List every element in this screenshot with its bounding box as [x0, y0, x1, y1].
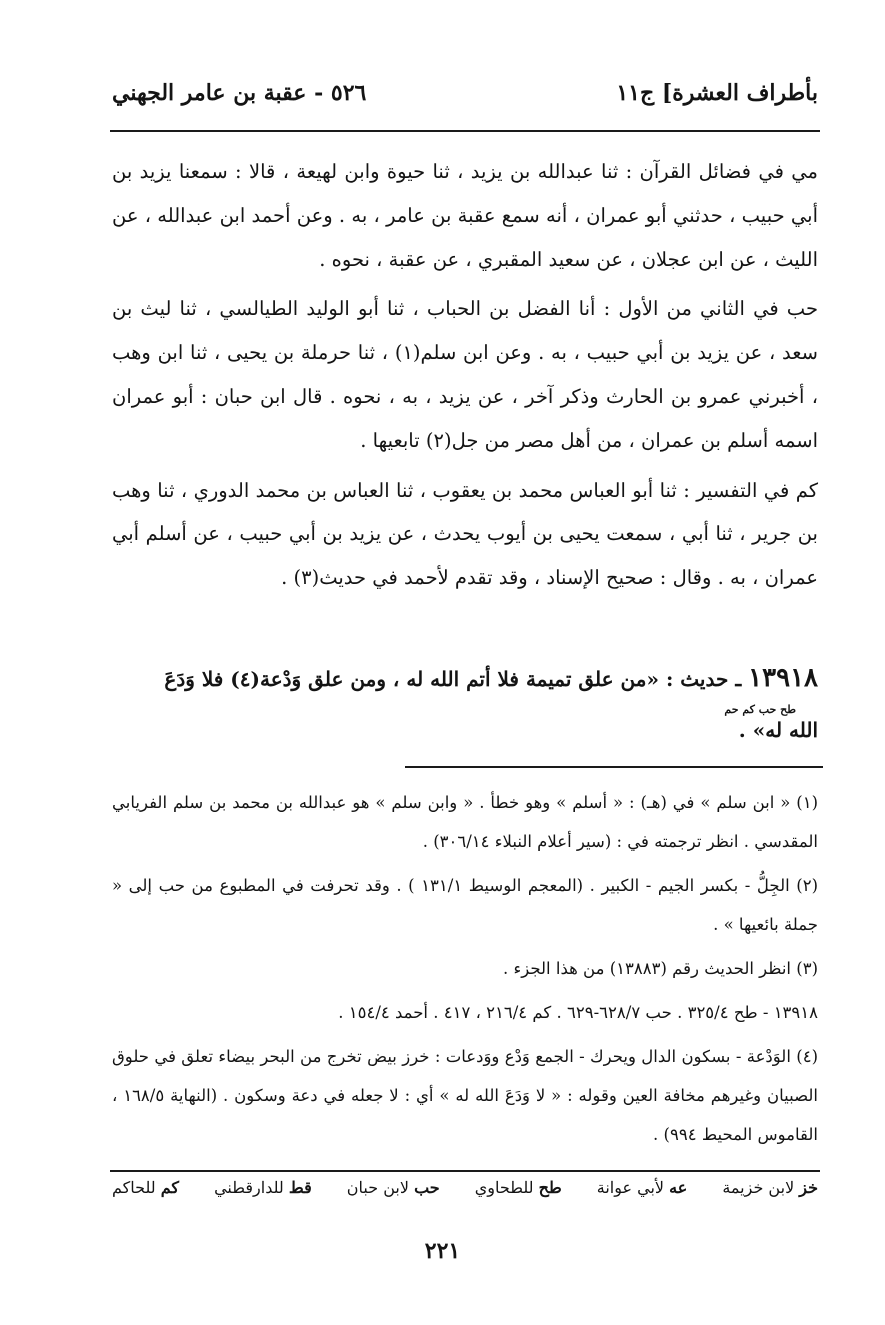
abbreviation-legend: [112, 1178, 818, 1214]
header-section-title: ٥٢٦ - عقبة بن عامر الجهني: [112, 80, 367, 106]
legend-abbr: قط: [288, 1178, 312, 1197]
legend-abbr: عه: [669, 1178, 688, 1197]
legend-abbr: كم: [160, 1178, 180, 1197]
hadith-number: ١٣٩١٨: [748, 663, 818, 693]
page-number: ٢٢١: [424, 1238, 461, 1264]
footnotes: [112, 783, 818, 1159]
legend-item: [597, 1178, 688, 1214]
hadith-label: حديث: [680, 667, 729, 691]
legend-item: [112, 1178, 179, 1214]
legend-item: [214, 1178, 312, 1214]
legend-item: [722, 1178, 818, 1214]
header-rule: [110, 130, 820, 132]
hadith-source-symbols: طح حب كم حم: [724, 703, 796, 716]
hadith-text: : «من علق تميمة فلا أتم الله له ، ومن علق وَدْعة(٤) فلا وَدَعَ: [164, 667, 681, 691]
paragraph-hakim: كم في التفسير : ثنا أبو العباس محمد بن يعقوب ، ثنا العباس بن محمد الدوري ، ثنا وهب بن جرير ، ثنا أبي ، سمعت يحيى بن أيوب يحدث ، عن يزيد بن أبي حبيب ، عن أسلم أبي عمران ، به . وقال : صحيح الإسناد ، وقد تقدم لأحمد في حديث(٣) .: [112, 478, 818, 590]
legend-name: للحاكم: [112, 1178, 156, 1197]
hadith-line: [112, 664, 818, 693]
running-header: [112, 80, 818, 120]
footnote-2: (٢) الجِلُّ - بكسر الجيم - الكبير . (المعجم الوسيط ١٣١/١ ) . وقد تحرفت في المطبوع من حب إلى « جملة بائعيها » .: [112, 876, 818, 934]
legend-name: لابن حبان: [346, 1178, 409, 1197]
legend-name: لأبي عوانة: [596, 1178, 665, 1197]
legend-name: للدارقطني: [214, 1178, 284, 1197]
footnote-1: (١) « ابن سلم » في (هـ) : « أسلم » وهو خطأ . « وابن سلم » هو عبدالله بن محمد بن سلم الفريابي المقدسي . انظر ترجمته في : (سير أعلام النبلاء ٣٠٦/١٤) .: [112, 793, 818, 851]
legend-rule: [110, 1170, 820, 1172]
main-text: [112, 150, 818, 606]
legend-name: للطحاوي: [474, 1178, 534, 1197]
hadith-entry: [112, 663, 818, 742]
legend-name: لابن خزيمة: [722, 1178, 795, 1197]
paragraph-darimi: مي في فضائل القرآن : ثنا عبدالله بن يزيد ، ثنا حيوة وابن لهيعة ، قالا : سمعنا يزيد بن أبي حبيب ، حدثني أبو عمران ، أنه سمع عقبة بن عامر ، به . وعن أحمد ابن عبدالله ، عن الليث ، عن ابن عجلان ، عن سعيد المقبري ، عن عقبة ، نحوه .: [112, 160, 818, 271]
legend-item: [475, 1178, 562, 1214]
legend-item: [347, 1178, 440, 1214]
footnote-hadith-sources: ١٣٩١٨ - طح ٣٢٥/٤ . حب ٦٢٨/٧-٦٢٩ . كم ٢١٦/٤ ، ٤١٧ . أحمد ١٥٤/٤ .: [338, 1003, 818, 1022]
legend-abbr: حب: [414, 1178, 440, 1197]
legend-abbr: خز: [799, 1178, 818, 1197]
header-book-volume: بأطراف العشرة] ج١١: [616, 80, 818, 106]
legend-abbr: طح: [538, 1178, 562, 1197]
hadith-dash: ـ: [728, 667, 749, 691]
footnote-rule: [405, 766, 823, 768]
footnote-3: (٣) انظر الحديث رقم (١٣٨٨٣) من هذا الجزء .: [503, 959, 818, 978]
hadith-text-end: الله له» .: [738, 718, 818, 742]
paragraph-ibn-hibban: حب في الثاني من الأول : أنا الفضل بن الحباب ، ثنا أبو الوليد الطيالسي ، ثنا ليث بن سعد ، عن يزيد بن أبي حبيب ، به . وعن ابن سلم(١) ، ثنا حرملة بن يحيى ، ثنا ابن وهب ، أخبرني عمرو بن الحارث وذكر آخر ، عن يزيد ، به ، نحوه . قال ابن حبان : أبو عمران اسمه أسلم بن عمران ، من أهل مصر من جل(٢) تابعيها .: [112, 297, 818, 452]
footnote-4: (٤) الوَدْعة - بسكون الدال ويحرك - الجمع وَدْع ووَدعات : خرز بيض تخرج من البحر بيضاء تعلق في حلوق الصبيان وغيرهم مخافة العين وقوله : « لا وَدَعَ الله له » أي : لا جعله في دعة وسكون . (النهاية ١٦٨/٥ ، القاموس المحيط ٩٩٤) .: [112, 1047, 818, 1144]
